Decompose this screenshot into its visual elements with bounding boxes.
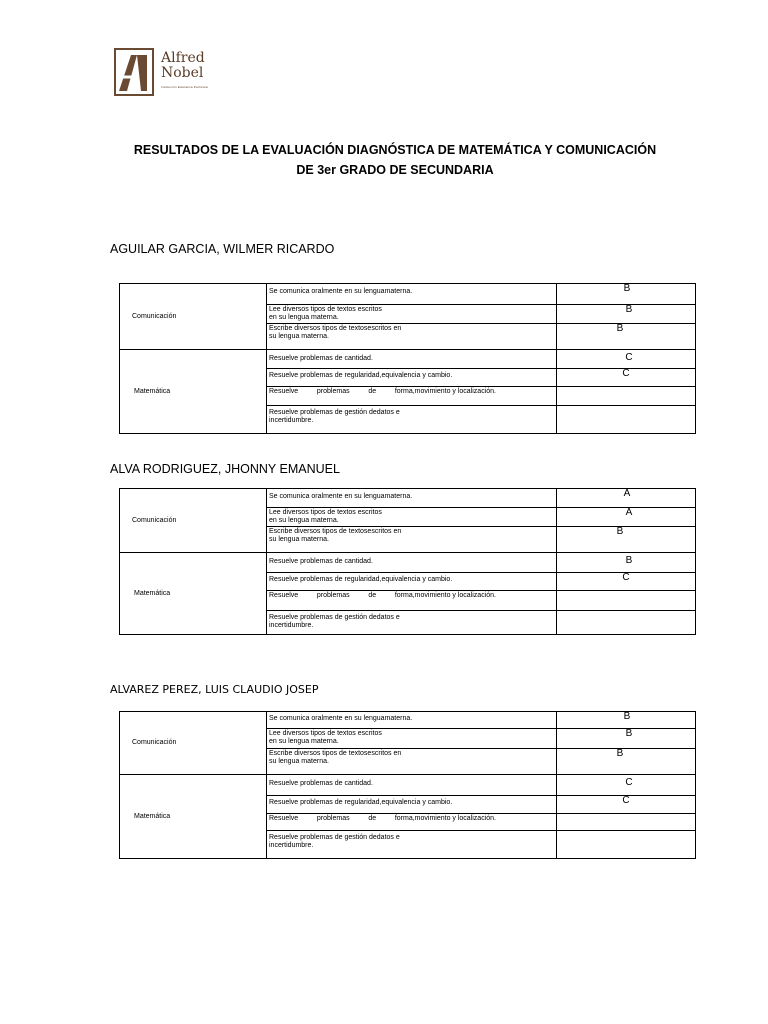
- logo-text: Alfred Nobel: [161, 50, 205, 81]
- student-name: AGUILAR GARCIA, WILMER RICARDO: [110, 242, 335, 256]
- competency-cell: Lee diversos tipos de textos escritos en su lengua materna.: [267, 508, 557, 527]
- competency-cell: Se comunica oralmente en su lenguamaterna.: [267, 712, 557, 729]
- student-name: ALVAREZ PEREZ, LUIS CLAUDIO JOSEP: [110, 683, 319, 696]
- document-title: RESULTADOS DE LA EVALUACIÓN DIAGNÓSTICA DE MATEMÁTICA Y COMUNICACIÓN DE 3er GRADO DE SECUNDARIA: [133, 143, 657, 177]
- grade-cell: B: [557, 527, 696, 553]
- area-comunicacion: Comunicación: [120, 284, 267, 350]
- grade-cell: C: [557, 369, 696, 387]
- competency-cell: Resuelve problemas de regularidad,equivalencia y cambio.: [267, 796, 557, 814]
- competency-cell: Lee diversos tipos de textos escritos en su lengua materna.: [267, 729, 557, 749]
- competency-cell: Resuelve problemas de gestión dedatos e incertidumbre.: [267, 406, 557, 434]
- results-table: [119, 711, 696, 859]
- grade-cell: [557, 831, 696, 859]
- competency-cell: Escribe diversos tipos de textosescritos en su lengua materna.: [267, 324, 557, 350]
- competency-cell: Resuelve problemas de cantidad.: [267, 775, 557, 796]
- competency-cell: Resuelve problemas de cantidad.: [267, 350, 557, 369]
- results-table: [119, 283, 696, 434]
- grade-cell: B: [557, 749, 696, 775]
- grade-cell: B: [557, 729, 696, 749]
- competency-cell: Resuelve problemas de cantidad.: [267, 553, 557, 573]
- competency-cell: Resuelve problemas de gestión dedatos e incertidumbre.: [267, 831, 557, 859]
- grade-cell: [557, 406, 696, 434]
- area-matematica: Matemática: [120, 553, 267, 635]
- competency-cell: Resuelve problemas de forma,movimiento y localización.: [267, 591, 557, 611]
- grade-cell: A: [557, 489, 696, 508]
- competency-cell: Resuelve problemas de regularidad,equivalencia y cambio.: [267, 369, 557, 387]
- competency-cell: Resuelve problemas de forma,movimiento y localización.: [267, 387, 557, 406]
- grade-cell: B: [557, 284, 696, 305]
- grade-cell: C: [557, 796, 696, 814]
- grade-cell: A: [557, 508, 696, 527]
- grade-cell: C: [557, 775, 696, 796]
- competency-cell: Se comunica oralmente en su lenguamaterna.: [267, 284, 557, 305]
- grade-cell: C: [557, 350, 696, 369]
- student-name: ALVA RODRIGUEZ, JHONNY EMANUEL: [110, 462, 340, 476]
- competency-cell: Resuelve problemas de forma,movimiento y localización.: [267, 814, 557, 831]
- competency-cell: Resuelve problemas de gestión dedatos e incertidumbre.: [267, 611, 557, 635]
- logo-tagline: Institución Educativa Particular: [161, 85, 209, 89]
- competency-cell: Escribe diversos tipos de textosescritos en su lengua materna.: [267, 749, 557, 775]
- grade-cell: B: [557, 305, 696, 324]
- grade-cell: [557, 387, 696, 406]
- grade-cell: C: [557, 573, 696, 591]
- area-matematica: Matemática: [120, 775, 267, 859]
- grade-cell: B: [557, 553, 696, 573]
- area-comunicacion: Comunicación: [120, 489, 267, 553]
- competency-cell: Escribe diversos tipos de textosescritos en su lengua materna.: [267, 527, 557, 553]
- area-matematica: Matemática: [120, 350, 267, 434]
- grade-cell: B: [557, 324, 696, 350]
- competency-cell: Resuelve problemas de regularidad,equivalencia y cambio.: [267, 573, 557, 591]
- grade-cell: [557, 591, 696, 611]
- school-logo: [113, 47, 231, 103]
- competency-cell: Se comunica oralmente en su lenguamaterna.: [267, 489, 557, 508]
- alfred-nobel-logo-icon: [113, 47, 157, 99]
- results-table: [119, 488, 696, 635]
- area-comunicacion: Comunicación: [120, 712, 267, 775]
- grade-cell: [557, 611, 696, 635]
- competency-cell: Lee diversos tipos de textos escritos en su lengua materna.: [267, 305, 557, 324]
- grade-cell: B: [557, 712, 696, 729]
- grade-cell: [557, 814, 696, 831]
